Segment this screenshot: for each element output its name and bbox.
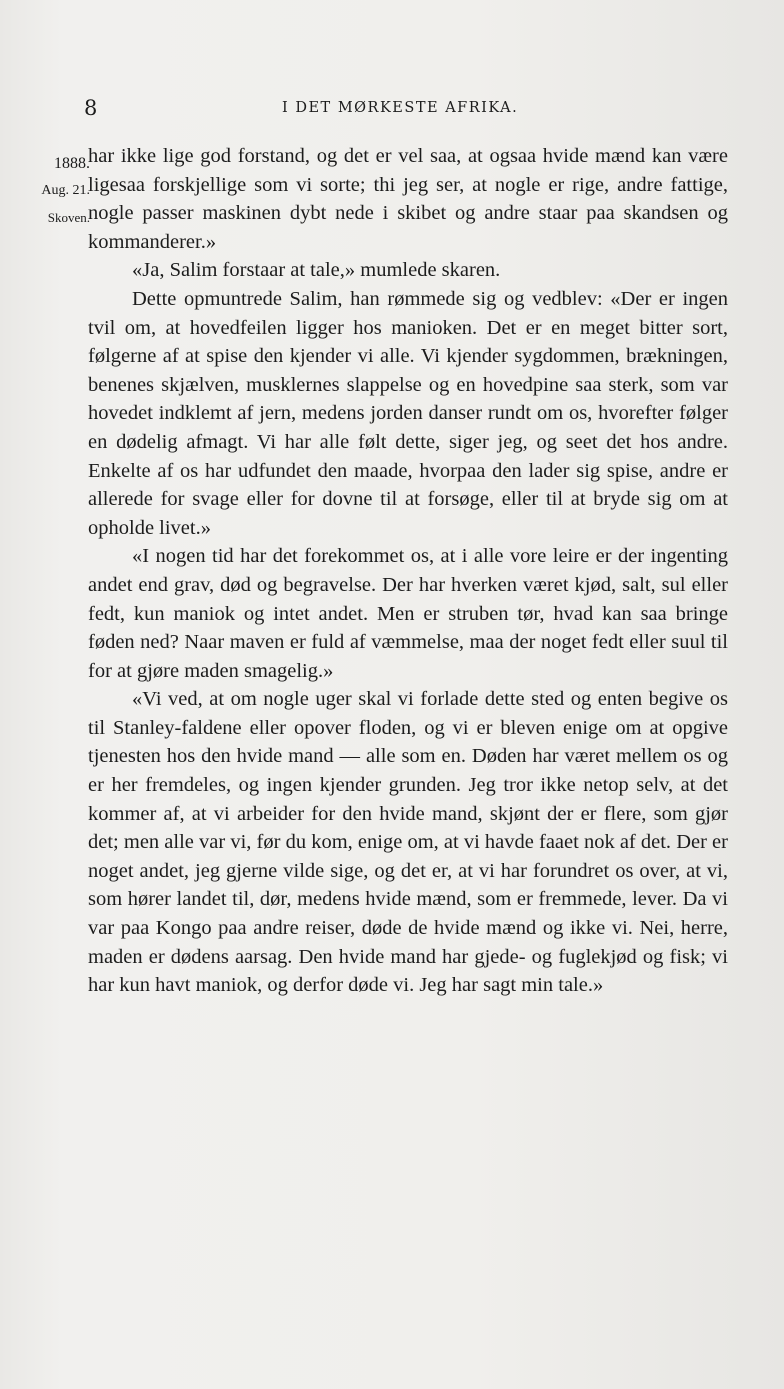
margin-note-year: 1888. [54, 155, 90, 172]
paragraph-continuation: har ikke lige god forstand, og det er vel saa, at ogsaa hvide mænd kan være ligesaa forskjellige som vi sorte; thi jeg ser, at nogle er rige, andre fattige, nogle passer maskinen dybt nede i skibet og andre staar paa skandsen og kommanderer.» [88, 145, 728, 253]
margin-note-date: Aug. 21. [41, 183, 90, 198]
paragraph: «Vi ved, at om nogle uger skal vi forlade dette sted og enten begive os til Stanley-faldene eller opover floden, og vi er bleven enige om at opgive tjenesten hos den hvide mand — alle som en. Døden har været mellem os og er her fremdeles, og ingen kjender grunden. Jeg tror ikke netop selv, at det kommer af, at vi arbeider for den hvide mand, skjønt der er flere, som gjør det; men alle var vi, før du kom, enige om, at vi havde faaet nok af det. Der er noget andet, jeg gjerne vilde sige, og det er, at vi har forundret os over, at vi, som hører landet til, dør, medens hvide mænd, som er fremmede, lever. Da vi var paa Kongo paa andre reiser, døde de hvide mænd og ikke vi. Nei, herre, maden er dødens aarsag. Den hvide mand har gjede- og fuglekjød og fisk; vi har kun havt maniok, og derfor døde vi. Jeg har sagt min tale.» [88, 688, 728, 997]
running-head: I DET MØRKESTE AFRIKA. [282, 100, 519, 116]
paragraph: «I nogen tid har det forekommet os, at i alle vore leire er der ingenting andet end grav, død og begravelse. Der har hverken været kjød, salt, sul eller fedt, kun maniok og intet andet. Men er struben tør, hvad kan saa bringe føden ned? Naar maven er fuld af væmmelse, maa der noget fedt eller suul til for at gjøre maden smagelig.» [88, 545, 728, 682]
margin-notes [14, 150, 90, 231]
paragraph: Dette opmuntrede Salim, han rømmede sig og vedblev: «Der er ingen tvil om, at hovedfeilen ligger hos manioken. Det er en meget bitter sort, følgerne af at spise den kjender vi alle. Vi kjender sygdommen, brækningen, benenes skjælven, musklernes slappelse og en hovedpine saa sterk, som var hovedet indklemt af jern, medens jorden danser rundt om os, hvorefter følger en dødelig afmagt. Vi har alle følt dette, siger jeg, og seet det hos andre. Enkelte af os har udfundet den maade, hvorpaa den lader sig spise, andre er allerede for svage eller for dovne til at forsøge, eller til at bryde sig om at opholde livet.» [88, 287, 728, 539]
body-text [88, 142, 728, 1000]
margin-note-place: Skoven. [47, 210, 90, 225]
paragraph: «Ja, Salim forstaar at tale,» mumlede skaren. [132, 259, 501, 282]
page-number: 8 [84, 96, 98, 120]
page-header [84, 96, 734, 126]
